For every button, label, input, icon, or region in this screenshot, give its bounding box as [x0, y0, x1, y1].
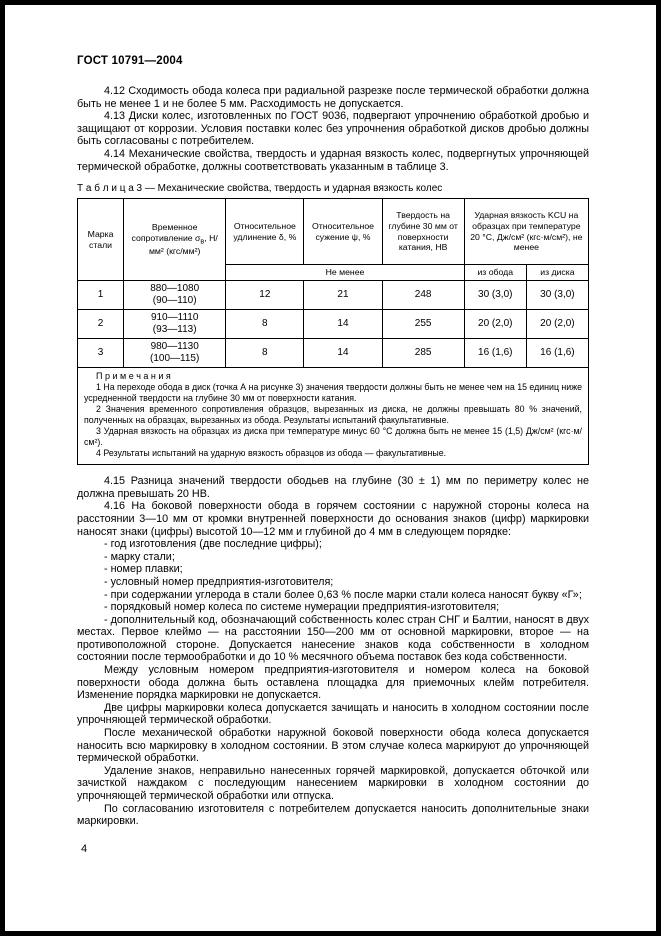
col-header-contraction: Относительное сужение ψ, % — [304, 199, 382, 265]
subheader-from-rim: из обода — [464, 265, 526, 281]
note-3: 3 Ударная вязкость на образцах из диска при температуре минус 60 °С должна быть не менее 15 (1,5) Дж/см² (кгс·м/см²). — [84, 426, 582, 448]
paragraph-two-digits: Две цифры маркировки колеса допускается зачищать и наносить в холодном состоянии после упрочняющей термической обработки. — [77, 701, 589, 727]
cell-kcu-rim: 16 (1,6) — [464, 339, 526, 368]
paragraph-removal: Удаление знаков, неправильно нанесенных горячей маркировкой, допускается обточкой или зачисткой наждаком с последующим нанесением маркировки в холодном состоянии до упрочняющей термической обработки или отпуска. — [77, 764, 589, 802]
paragraph-4-14: 4.14 Механические свойства, твердость и ударная вязкость колес, подвергнутых упрочняющей термической обработке, должны соответствовать указанным в таблице 3. — [77, 147, 589, 173]
cell-strength-line1: 910—1110 — [150, 312, 199, 324]
marking-list-item: - год изготовления (две последние цифры); — [104, 538, 322, 551]
cell-strength-line2: (90—110) — [152, 295, 197, 307]
marking-list-item: - условный номер предприятия-изготовителя; — [104, 575, 334, 588]
cell-elongation: 8 — [226, 310, 304, 339]
subheader-from-disk: из диска — [526, 265, 588, 281]
cell-contraction: 21 — [304, 281, 382, 310]
marking-list-item: - номер плавки; — [104, 563, 183, 576]
paragraph-after-machining: После механической обработки наружной боковой поверхности обода колеса допускается наносить всю маркировку в холодном состоянии. В этом случае колеса маркируют до упрочняющей термической обработки. — [77, 727, 589, 765]
subheader-not-less: Не менее — [226, 265, 464, 281]
document-title: ГОСТ 10791—2004 — [77, 55, 183, 67]
col-header-tensile-strength — [124, 199, 226, 281]
table-row — [78, 339, 589, 368]
marking-list-item: - марку стали; — [104, 550, 175, 563]
paragraph-4-16-intro: 4.16 На боковой поверхности обода в горячем состоянии с наружной стороны колеса на расстоянии 3—10 мм от кромки внутренней поверхности до основания знаков (цифр) маркировки наносят знаки (цифры) высотой 10—12 мм и глубиной до 4 мм в следующем порядке: — [77, 500, 589, 538]
table-caption: Т а б л и ц а 3 — Механические свойства, твердость и ударная вязкость колес — [77, 183, 443, 195]
paragraph-4-15: 4.15 Разница значений твердости ободьев на глубине (30 ± 1) мм по периметру колес не должна превышать 20 НВ. — [77, 475, 589, 500]
notes-title: П р и м е ч а н и я — [96, 371, 171, 382]
tensile-strength-text: Временное сопротивление σ — [131, 222, 201, 243]
cell-kcu-disk: 20 (2,0) — [526, 310, 588, 339]
paragraph-4-12: 4.12 Сходимость обода колеса при радиальной разрезке после термической обработки должна быть не менее 1 и не более 5 мм. Расходимость не допускается. — [77, 85, 589, 110]
marking-list-item: - дополнительный код, обозначающий собственность колес стран СНГ и Балтии, наносят в двух местах. Первое клеймо — на расстоянии 150—200 мм от основной маркировки, второе — на противоположной стороне. Допускается нанесение знаков кода собственности в холодном состоянии после термообработки и до 10 % месячного объема поставок без кода собственности. — [77, 613, 589, 664]
table-notes-row — [78, 368, 589, 465]
cell-kcu-rim: 30 (3,0) — [464, 281, 526, 310]
cell-strength-line2: (100—115) — [150, 353, 200, 365]
col-header-elongation: Относительное удлинение δ, % — [226, 199, 304, 265]
table-row — [78, 310, 589, 339]
paragraph-between-numbers: Между условным номером предприятия-изготовителя и номером колеса на боковой поверхности обода должна быть оставлена площадка для приемочных клейм потребителя. Изменение порядка маркировки не допускается. — [77, 664, 589, 702]
cell-hardness: 285 — [382, 339, 464, 368]
paragraph-agreement: По согласованию изготовителя с потребителем допускается наносить дополнительные знаки маркировки. — [77, 802, 589, 828]
note-1: 1 На переходе обода в диск (точка А на рисунке 3) значения твердости должны быть не менее чем на 15 единиц ниже усредненной твердости на глубине 30 мм от поверхности катания. — [84, 382, 582, 404]
cell-kcu-rim: 20 (2,0) — [464, 310, 526, 339]
cell-kcu-disk: 16 (1,6) — [526, 339, 588, 368]
tensile-strength-subscript: в — [200, 236, 205, 246]
cell-strength — [124, 339, 226, 368]
cell-strength-line1: 980—1130 — [150, 341, 199, 353]
mechanical-properties-table — [77, 198, 589, 465]
note-2: 2 Значения временного сопротивления образцов, вырезанных из диска, не должны превышать 80 % значений, полученных на образцах, вырезанных из обода. Результаты испытаний факультативные. — [84, 404, 582, 426]
cell-strength — [124, 281, 226, 310]
marking-list-item: - порядковый номер колеса по системе нумерации предприятия-изготовителя; — [104, 601, 500, 614]
tensile-strength-units: , Н/мм² (кгс/мм²) — [148, 232, 218, 257]
cell-hardness: 255 — [382, 310, 464, 339]
table-row — [78, 281, 589, 310]
cell-contraction: 14 — [304, 339, 382, 368]
marking-list-item: - при содержании углерода в стали более 0,63 % после марки стали колеса наносят букву «Г»; — [104, 588, 582, 601]
cell-mark: 1 — [78, 281, 124, 310]
cell-strength — [124, 310, 226, 339]
cell-kcu-disk: 30 (3,0) — [526, 281, 588, 310]
cell-hardness: 248 — [382, 281, 464, 310]
table-notes — [78, 368, 589, 465]
cell-contraction: 14 — [304, 310, 382, 339]
note-4: 4 Результаты испытаний на ударную вязкость образцов из обода — факультативные. — [96, 448, 447, 459]
page-content — [77, 55, 589, 828]
paragraph-4-13: 4.13 Диски колес, изготовленных по ГОСТ 9036, подвергают упрочнению обработкой дробью и защищают от коррозии. Условия поставки колес без упрочнения обработкой дисков дробью должны быть согласованы с потребителем. — [77, 110, 589, 148]
cell-strength-line2: (93—113) — [152, 324, 197, 336]
col-header-steel-grade: Марка стали — [78, 199, 124, 281]
cell-mark: 2 — [78, 310, 124, 339]
cell-elongation: 8 — [226, 339, 304, 368]
col-header-impact-strength: Ударная вязкость KCU на образцах при температуре 20 °С, Дж/см² (кгс·м/см²), не менее — [464, 199, 588, 265]
cell-strength-line1: 880—1080 — [150, 283, 200, 295]
cell-elongation: 12 — [226, 281, 304, 310]
page-number: 4 — [81, 843, 88, 855]
cell-mark: 3 — [78, 339, 124, 368]
col-header-hardness: Твердость на глубине 30 мм от поверхности катания, НВ — [382, 199, 464, 265]
table-header-row-1 — [78, 199, 589, 265]
